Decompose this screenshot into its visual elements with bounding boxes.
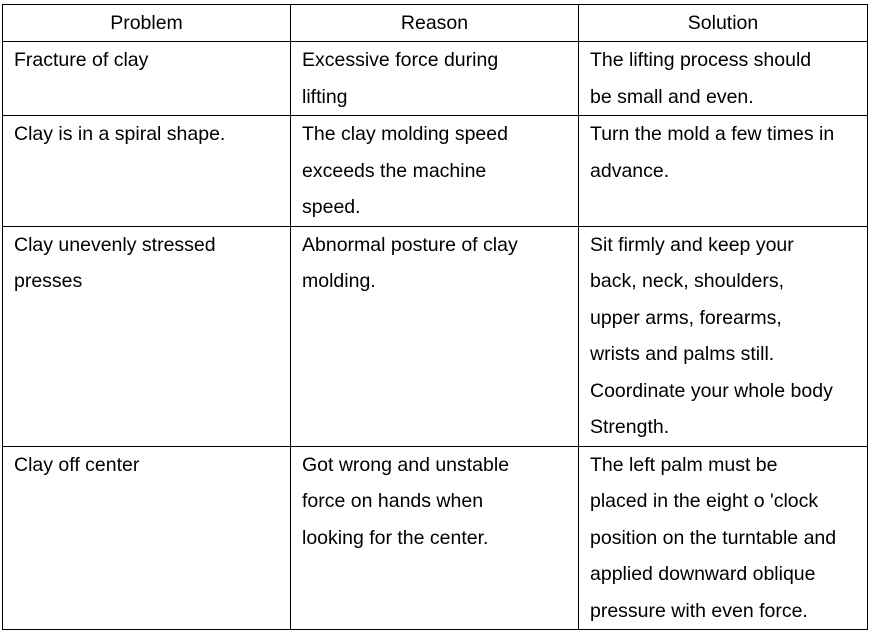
cell-text-line: The lifting process should [590,49,812,71]
table-row [3,116,868,227]
cell-text-line: force on hands when [302,490,484,512]
cell-text-line: applied downward oblique [590,563,816,585]
cell-text-line: Turn the mold a few times in [590,123,835,145]
cell-text-line: back, neck, shoulders, [590,270,785,292]
solution-cell [579,226,868,446]
reason-cell [291,42,579,116]
table-row [3,446,868,630]
column-header-problem: Problem [3,5,291,42]
cell-text-line: Got wrong and unstable [302,453,510,476]
reason-cell [291,226,579,446]
cell-text-line: Sit firmly and keep your [590,233,794,256]
reason-cell [291,116,579,227]
cell-text-line: Excessive force during [302,49,499,71]
cell-text-line: speed. [302,196,361,218]
troubleshooting-table [2,4,868,630]
cell-text-line: The left palm must be [590,453,778,476]
solution-cell [579,116,868,227]
cell-text-line: Abnormal posture of clay [302,233,518,256]
problem-cell [3,42,291,116]
table-header-row [3,5,868,42]
column-header-solution: Solution [579,5,868,42]
cell-text-line: placed in the eight o 'clock [590,490,819,512]
cell-text-line: advance. [590,159,670,182]
problem-cell [3,226,291,446]
cell-text-line: Clay is in a spiral shape. [14,123,226,145]
cell-text-line: exceeds the machine [302,159,487,182]
problem-cell [3,446,291,630]
solution-cell [579,42,868,116]
cell-text-line: The clay molding speed [302,123,508,145]
cell-text-line: pressure with even force. [590,599,808,622]
cell-text-line: Strength. [590,416,670,438]
table-row [3,42,868,116]
problem-cell [3,116,291,227]
cell-text-line: wrists and palms still. [590,343,775,365]
cell-text-line: molding. [302,270,376,292]
column-header-reason: Reason [291,5,579,42]
cell-text-line: Clay unevenly stressed [14,233,216,256]
cell-text-line: Coordinate your whole body [590,379,833,402]
cell-text-line: looking for the center. [302,526,489,549]
reason-cell [291,446,579,630]
cell-text-line: upper arms, forearms, [590,306,782,329]
table-row [3,226,868,446]
cell-text-line: be small and even. [590,85,754,108]
cell-text-line: Clay off center [14,453,140,476]
cell-text-line: Fracture of clay [14,49,149,71]
cell-text-line: lifting [302,85,348,108]
cell-text-line: position on the turntable and [590,526,837,549]
cell-text-line: presses [14,270,83,292]
solution-cell [579,446,868,630]
